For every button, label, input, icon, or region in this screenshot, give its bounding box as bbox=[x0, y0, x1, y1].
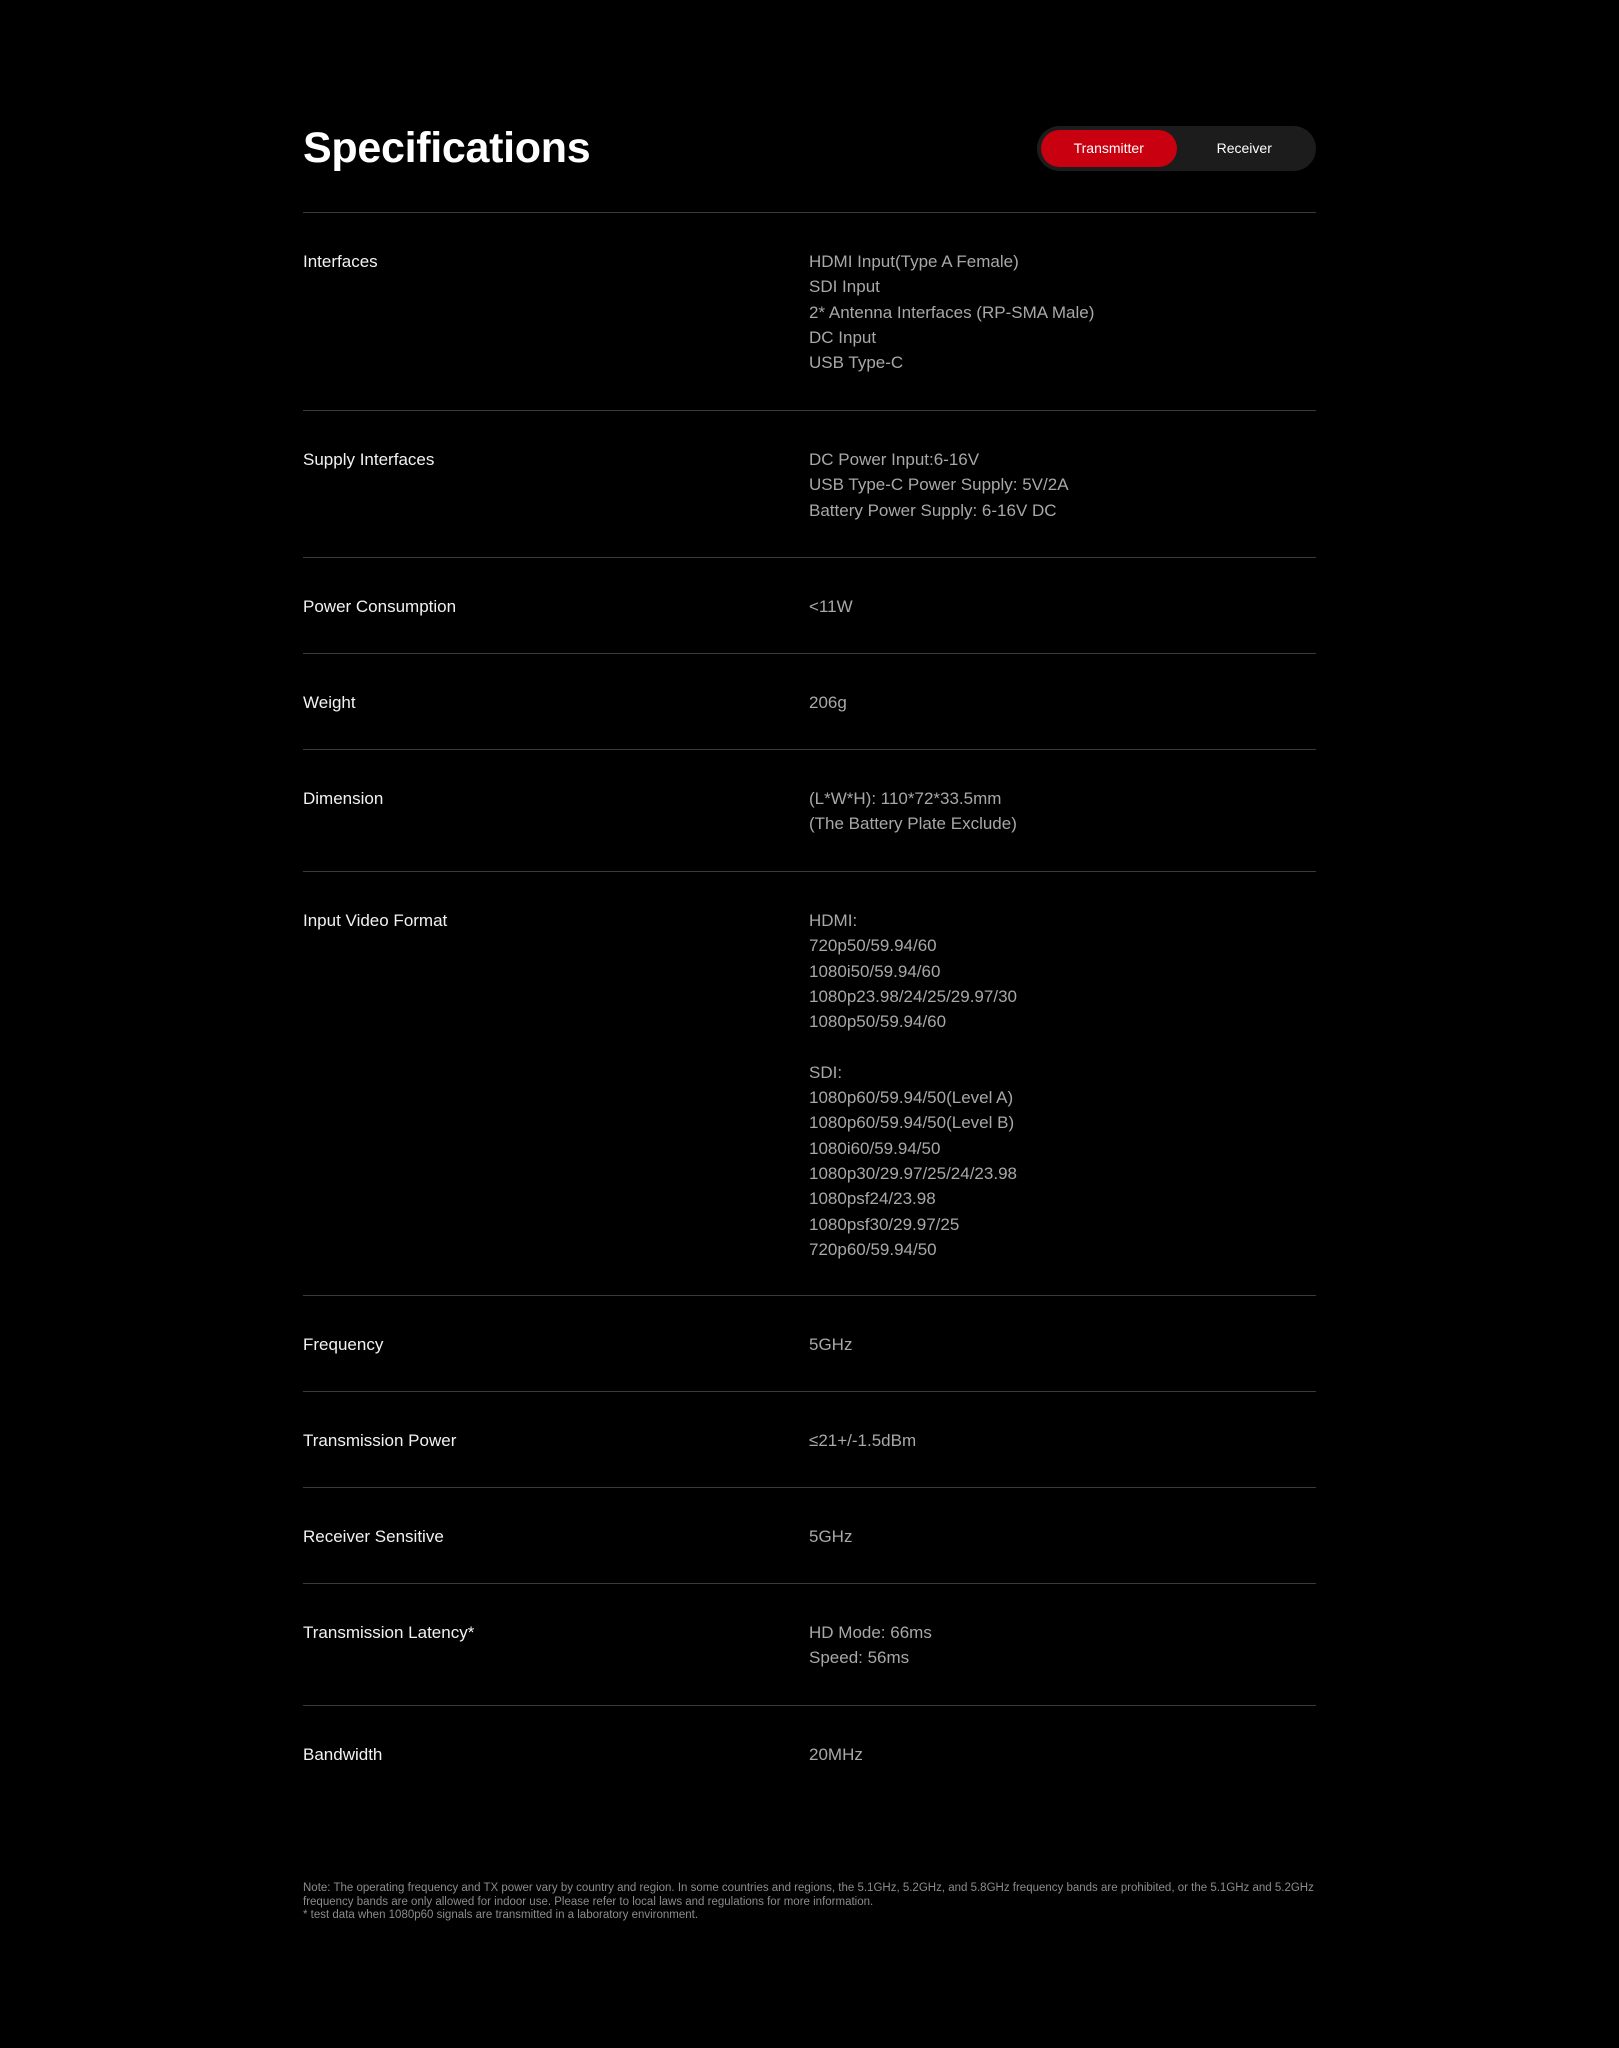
spec-label: Input Video Format bbox=[303, 911, 448, 930]
spec-value: 1080psf24/23.98 bbox=[809, 1189, 936, 1209]
spec-row-transmission-latency bbox=[303, 1583, 1316, 1705]
spec-value: 206g bbox=[809, 693, 847, 712]
spec-values bbox=[809, 786, 1316, 871]
spec-value: 1080p50/59.94/60 bbox=[809, 1012, 947, 1032]
spec-value: 1080i60/59.94/50 bbox=[809, 1138, 941, 1158]
spec-row-interfaces bbox=[303, 212, 1316, 410]
spec-row-receiver-sensitive bbox=[303, 1487, 1316, 1583]
spec-row-bandwidth bbox=[303, 1705, 1316, 1801]
spec-value: 5GHz bbox=[809, 1335, 853, 1354]
spec-values bbox=[809, 1332, 1316, 1391]
spec-value: HDMI: bbox=[809, 911, 858, 930]
spec-value: 720p60/59.94/50 bbox=[809, 1239, 937, 1259]
spec-label: Frequency bbox=[303, 1335, 384, 1354]
specs-header bbox=[303, 0, 1316, 212]
spec-value: HDMI Input(Type A Female) bbox=[809, 252, 1019, 271]
spec-value: DC Input bbox=[809, 327, 877, 347]
transmitter-tab[interactable]: Transmitter bbox=[1041, 130, 1177, 167]
spec-value: 1080p60/59.94/50(Level A) bbox=[809, 1088, 1014, 1108]
spec-label: Transmission Latency* bbox=[303, 1623, 475, 1642]
spec-values bbox=[809, 690, 1316, 749]
spec-values bbox=[809, 594, 1316, 653]
spec-value: Speed: 56ms bbox=[809, 1648, 910, 1668]
spec-values bbox=[809, 908, 1316, 1295]
spec-label: Supply Interfaces bbox=[303, 450, 435, 469]
spec-label: Transmission Power bbox=[303, 1431, 457, 1450]
spec-values bbox=[809, 447, 1316, 557]
spec-row-transmission-power bbox=[303, 1391, 1316, 1487]
footnote-test-data: * test data when 1080p60 signals are transmitted in a laboratory environment. bbox=[303, 1909, 699, 1921]
spec-label: Bandwidth bbox=[303, 1745, 383, 1764]
spec-label: Interfaces bbox=[303, 252, 378, 271]
spec-row-weight bbox=[303, 653, 1316, 749]
receiver-tab[interactable]: Receiver bbox=[1216, 140, 1272, 156]
spec-value bbox=[809, 1034, 1316, 1059]
transmitter-receiver-toggle bbox=[1037, 126, 1316, 171]
spec-values bbox=[809, 1428, 1316, 1487]
spec-values bbox=[809, 1524, 1316, 1583]
spec-row-dimension bbox=[303, 749, 1316, 871]
spec-value: (The Battery Plate Exclude) bbox=[809, 814, 1017, 834]
page-title: Specifications bbox=[303, 124, 591, 172]
spec-value: 5GHz bbox=[809, 1527, 853, 1546]
spec-value: SDI: bbox=[809, 1062, 843, 1082]
footnote-text: Note: The operating frequency and TX power vary by country and region. In some countries and regions, the 5.1GHz, 5.2GHz, and 5.8GHz frequency bands are prohibited, or the 5.1GHz and 5.2GHz frequency bands are only allowed for indoor use. Please refer to local laws and regulations for more information. bbox=[303, 1882, 1314, 1908]
spec-label: Weight bbox=[303, 693, 356, 712]
spec-label: Receiver Sensitive bbox=[303, 1527, 444, 1546]
spec-value: USB Type-C bbox=[809, 353, 904, 373]
spec-row-power-consumption bbox=[303, 557, 1316, 653]
spec-value: 1080p30/29.97/25/24/23.98 bbox=[809, 1163, 1017, 1183]
spec-value: 20MHz bbox=[809, 1745, 863, 1764]
spec-value: (L*W*H): 110*72*33.5mm bbox=[809, 789, 1002, 808]
specifications-section bbox=[303, 0, 1316, 1921]
spec-values bbox=[809, 1742, 1316, 1801]
spec-value: Battery Power Supply: 6-16V DC bbox=[809, 500, 1057, 520]
spec-value: SDI Input bbox=[809, 277, 880, 297]
spec-value: HD Mode: 66ms bbox=[809, 1623, 932, 1642]
spec-row-frequency bbox=[303, 1295, 1316, 1391]
spec-value: USB Type-C Power Supply: 5V/2A bbox=[809, 475, 1069, 495]
spec-row-supply-interfaces bbox=[303, 410, 1316, 557]
spec-values bbox=[809, 1620, 1316, 1705]
spec-label: Power Consumption bbox=[303, 597, 457, 616]
spec-label: Dimension bbox=[303, 789, 384, 808]
spec-values bbox=[809, 249, 1316, 410]
spec-value: DC Power Input:6-16V bbox=[809, 450, 980, 469]
spec-value: 720p50/59.94/60 bbox=[809, 936, 937, 956]
spec-value: 1080psf30/29.97/25 bbox=[809, 1214, 960, 1234]
spec-value: ≤21+/-1.5dBm bbox=[809, 1431, 917, 1450]
spec-row-input-video-format bbox=[303, 871, 1316, 1295]
footnote bbox=[303, 1882, 1316, 1923]
spec-value: <11W bbox=[809, 597, 853, 616]
spec-value: 1080p23.98/24/25/29.97/30 bbox=[809, 986, 1017, 1006]
spec-value: 1080p60/59.94/50(Level B) bbox=[809, 1113, 1015, 1133]
spec-value: 1080i50/59.94/60 bbox=[809, 961, 941, 981]
spec-value: 2* Antenna Interfaces (RP-SMA Male) bbox=[809, 302, 1095, 322]
